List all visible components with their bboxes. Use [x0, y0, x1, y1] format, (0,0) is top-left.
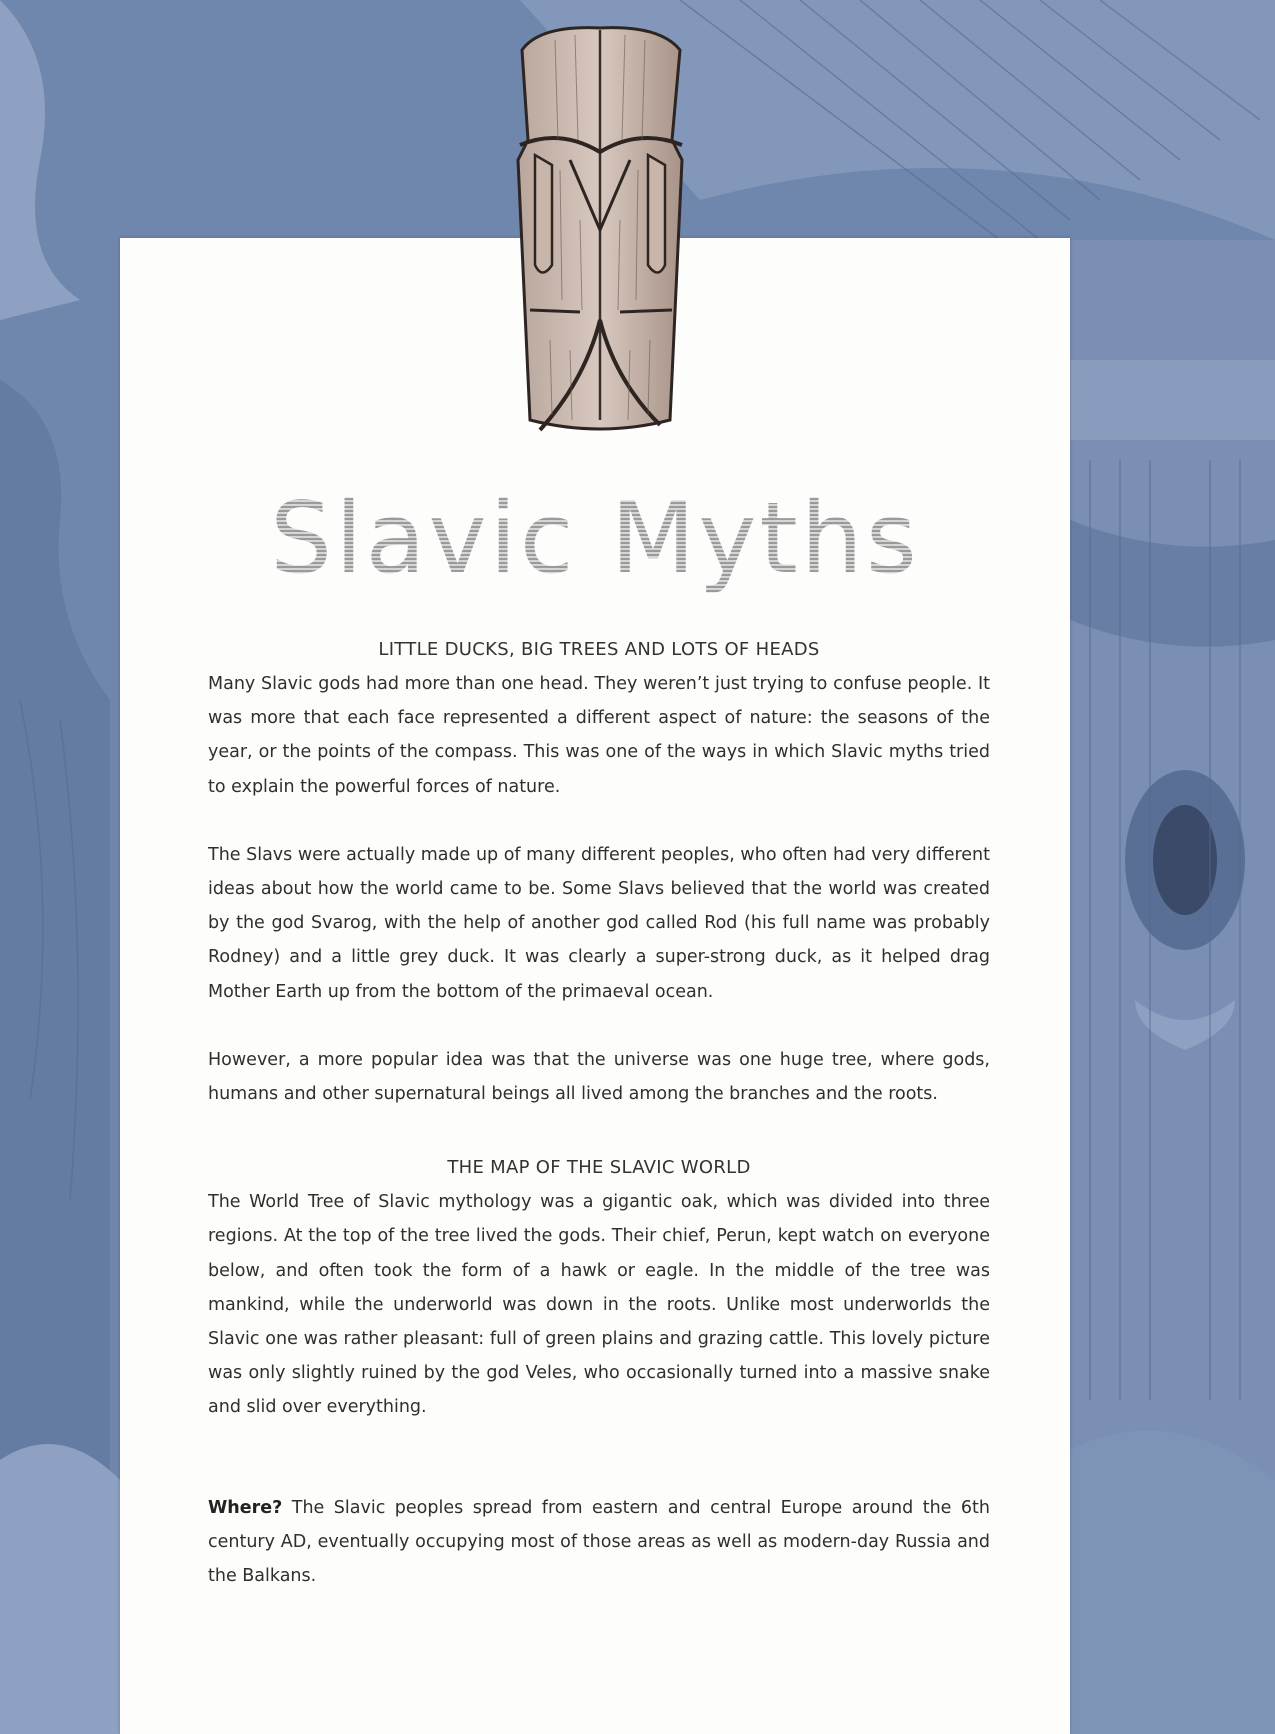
page-title: Slavic Myths — [120, 482, 1070, 596]
where-text: The Slavic peoples spread from eastern and central Europe around the 6th century AD, eventually occupying most of those areas as well as modern-day Russia and the Balkans. — [208, 1497, 990, 1587]
article-body — [208, 633, 990, 1593]
paragraph: The Slavs were actually made up of many different peoples, who often had very different ideas about how the world came to be. Some Slavs believed that the world was created by the god Svarog, with the help of another god called Rod (his full name was probably Rodney) and a little grey duck. It was clearly a super-strong duck, as it helped drag Mother Earth up from the bottom of the primaeval ocean. — [208, 844, 990, 1002]
where-note — [208, 1491, 990, 1594]
paragraph: However, a more popular idea was that the universe was one huge tree, where gods, humans and other supernatural beings all lived among the branches and the roots. — [208, 1049, 990, 1105]
where-label: Where? — [208, 1497, 283, 1518]
paragraph: Many Slavic gods had more than one head. They weren’t just trying to confuse people. It was more that each face represented a different aspect of nature: the seasons of the year, or the points of the compass. This was one of the ways in which Slavic myths tried to explain the powerful forces of nature. — [208, 674, 990, 797]
section-heading: THE MAP OF THE SLAVIC WORLD — [447, 1157, 751, 1179]
section-heading: LITTLE DUCKS, BIG TREES AND LOTS OF HEADS — [378, 639, 820, 660]
paragraph: The World Tree of Slavic mythology was a gigantic oak, which was divided into three regions. At the top of the tree lived the gods. Their chief, Perun, kept watch on everyone below, and often took the form of a hawk or eagle. In the middle of the tree was mankind, while the underworld was down in the roots. Unlike most underworlds the Slavic one was rather pleasant: full of green plains and grazing cattle. This lovely picture was only slightly ruined by the god Veles, who occasionally turned into a massive snake and slid over everything. — [208, 1192, 990, 1418]
slavic-idol-illustration — [500, 20, 700, 440]
